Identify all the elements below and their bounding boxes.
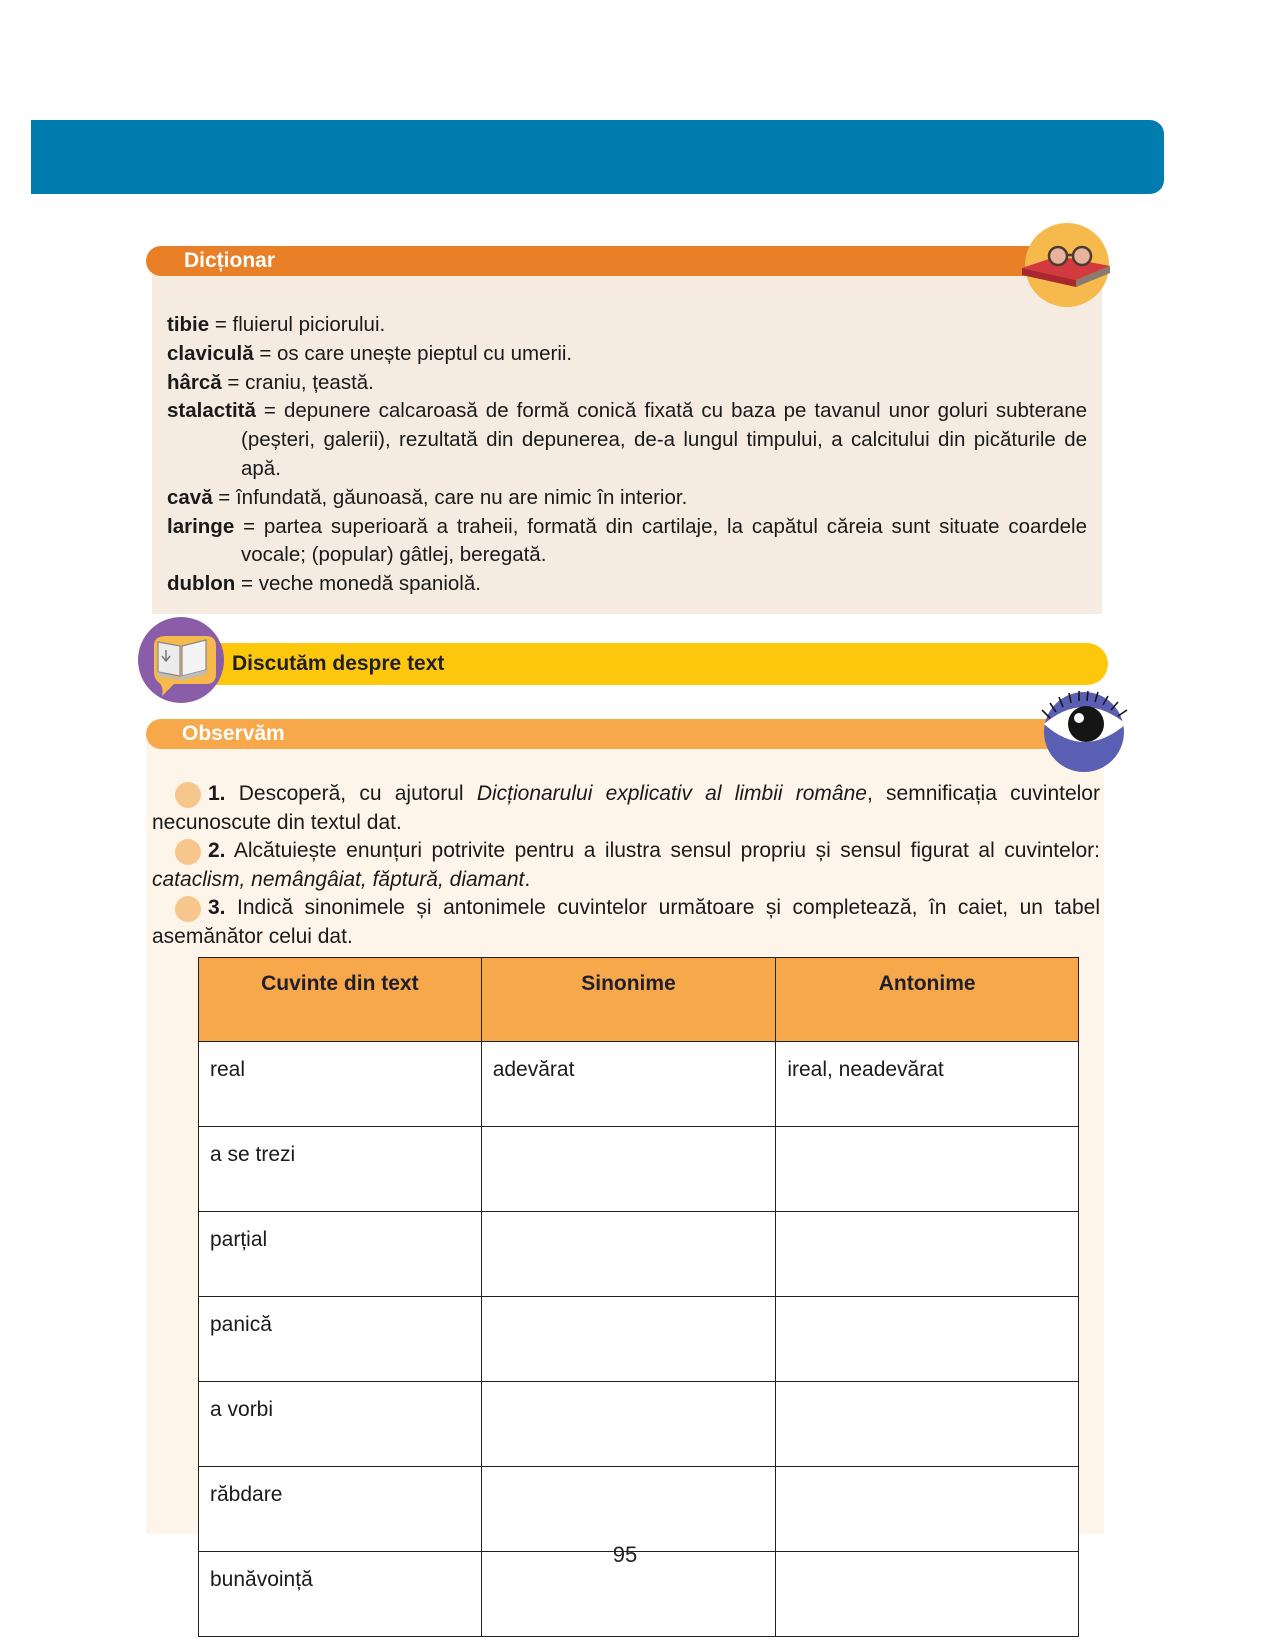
table-header-row [199, 958, 1079, 1042]
table-cell [481, 1127, 776, 1212]
table-row [199, 1127, 1079, 1212]
exercise-list [152, 780, 1100, 952]
page-number: 95 [612, 1542, 638, 1567]
dictionary-entry: hârcă = craniu, țeastă. [167, 370, 374, 394]
table-cell [481, 1212, 776, 1297]
dictionary-entry: dublon = veche monedă spaniolă. [167, 572, 481, 596]
dictionary-entry: cavă = înfundată, găunoasă, care nu are nimic în interior. [167, 485, 688, 509]
dictionary-entry: stalactită = depunere calcaroasă de formă conică fixată cu baza pe tavanul unor goluri subterane (peșteri, galerii), rezultată din depunerea, de-a lungul timpului, a calcitului din picăturile de apă. [167, 399, 1088, 480]
table-row [199, 1467, 1079, 1552]
table-cell [481, 1297, 776, 1382]
exercise-item: 1. Descoperă, cu ajutorul Dicționarului explicativ al limbii române, semnificația cuvintelor necunoscute din textul dat. [152, 782, 1100, 834]
table-cell [776, 1382, 1079, 1467]
table-cell: bunăvoință [199, 1552, 482, 1637]
column-header: Antonime [776, 958, 1079, 1042]
dictionary-entry: laringe = partea superioară a traheii, formată din cartilaje, la capătul căreia sunt situate coardele vocale; (popular) gâtlej, beregată. [167, 514, 1087, 567]
exercise-number: 3. [180, 894, 226, 923]
dictionary-entry: claviculă = os care unește pieptul cu umerii. [167, 341, 573, 365]
dictionary-header [146, 246, 1052, 276]
table-cell: a se trezi [199, 1127, 482, 1212]
book-glasses-icon [1020, 222, 1110, 312]
dictionary-title: Dicționar [184, 249, 276, 272]
exercise-number: 2. [180, 837, 226, 866]
table-cell: ireal, neadevărat [776, 1042, 1079, 1127]
chapter-header-band [31, 120, 1164, 194]
discussion-header [200, 643, 1108, 685]
table-cell [776, 1212, 1079, 1297]
discussion-title: Discutăm despre text [232, 652, 445, 675]
column-header: Sinonime [481, 958, 776, 1042]
observe-header [146, 719, 1066, 749]
table-cell [776, 1467, 1079, 1552]
table-cell: parțial [199, 1212, 482, 1297]
table-cell: adevărat [481, 1042, 776, 1127]
synonyms-antonyms-table [198, 957, 1079, 1637]
table-cell [481, 1467, 776, 1552]
table-cell: răbdare [199, 1467, 482, 1552]
table-cell: real [199, 1042, 482, 1127]
eye-icon [1030, 682, 1134, 774]
table-row [199, 1212, 1079, 1297]
table-row [199, 1382, 1079, 1467]
observe-title: Observăm [182, 722, 285, 745]
table-cell [776, 1127, 1079, 1212]
column-header: Cuvinte din text [199, 958, 482, 1042]
dictionary-entry: tibie = fluierul piciorului. [167, 313, 386, 336]
table-cell [481, 1382, 776, 1467]
open-book-speech-icon [136, 616, 226, 708]
table-row [199, 1042, 1079, 1127]
table-row [199, 1297, 1079, 1382]
exercise-number: 1. [180, 780, 226, 809]
dictionary-entries [167, 311, 1087, 599]
table-cell [776, 1297, 1079, 1382]
exercise-item: 2. Alcătuiește enunțuri potrivite pentru a ilustra sensul propriu și sensul figurat al cuvintelor: cataclism, nemângâiat, făptură, diamant. [152, 839, 1100, 891]
exercise-item: 3. Indică sinonimele și antonimele cuvintelor următoare și completează, în caiet, un tabel asemănător celui dat. [152, 896, 1100, 948]
table-cell: a vorbi [199, 1382, 482, 1467]
table-cell: panică [199, 1297, 482, 1382]
